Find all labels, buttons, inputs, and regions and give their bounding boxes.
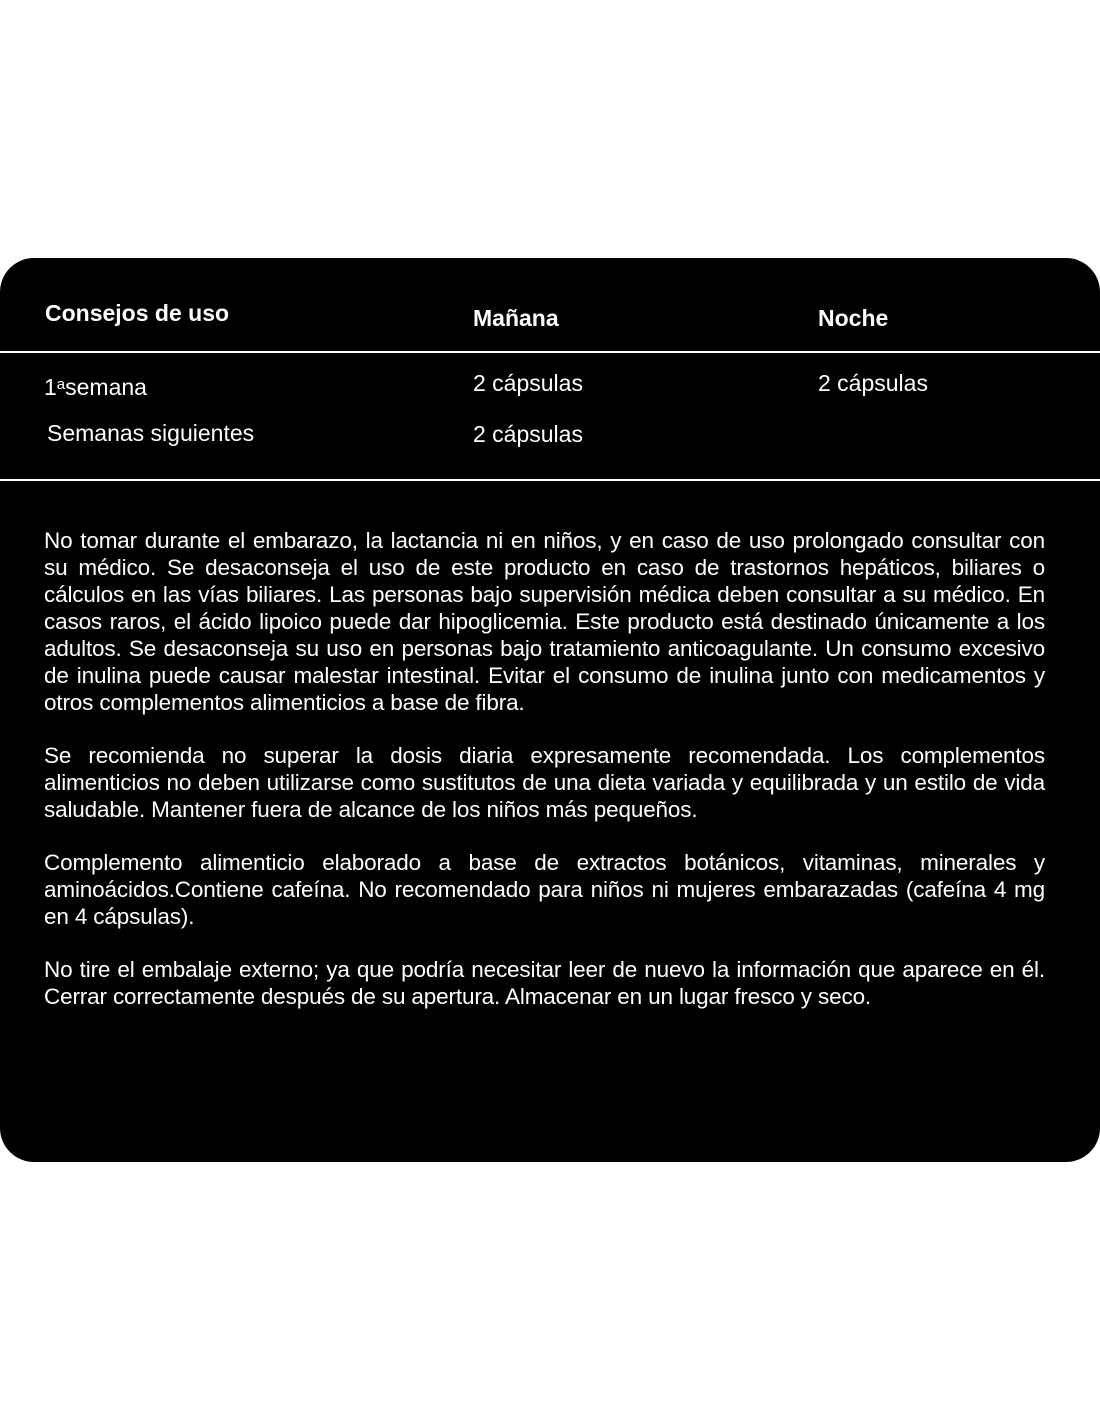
- paragraph-storage: No tire el embalaje externo; ya que podría necesitar leer de nuevo la información que aparece en él. Cerrar correctamente después de su apertura. Almacenar en un lugar fresco y seco.: [44, 957, 1045, 1009]
- paragraph-dosage: Se recomienda no superar la dosis diaria expresamente recomendada. Los complementos alimenticios no deben utilizarse como sustitutos de una dieta variada y equilibrada y un estilo de vida saludable. Mantener fuera de alcance de los niños más pequeños.: [44, 743, 1045, 822]
- header-divider: [0, 351, 1100, 353]
- row-following-weeks-morning: 2 cápsulas: [473, 421, 583, 447]
- paragraph-composition: Complemento alimenticio elaborado a base de extractos botánicos, vitaminas, minerales y aminoácidos.Contiene cafeína. No recomendado para niños ni mujeres embarazadas (cafeína 4 mg en 4 cápsulas).: [44, 850, 1045, 929]
- header-usage-tips: Consejos de uso: [45, 300, 230, 326]
- table-bottom-divider: [0, 479, 1100, 481]
- row-following-weeks-label: Semanas siguientes: [47, 420, 255, 446]
- row-first-week-label: 1$^a$semana: [44, 374, 147, 400]
- paragraph-warnings: No tomar durante el embarazo, la lactancia ni en niños, y en caso de uso prolongado consultar con su médico. Se desaconseja el uso de este producto en caso de trastornos hepáticos, biliares o cálculos en las vías biliares. Las personas bajo supervisión médica deben consultar a su médico. En casos raros, el ácido lipoico puede dar hipoglicemia. Este producto está destinado únicamente a los adultos. Se desaconseja su uso en personas bajo tratamiento anticoagulante. Un consumo excesivo de inulina puede causar malestar intestinal. Evitar el consumo de inulina junto con medicamentos y otros complementos alimenticios a base de fibra.: [44, 528, 1045, 715]
- usage-info-panel: [0, 258, 1100, 1162]
- row-first-week-night: 2 cápsulas: [818, 370, 928, 396]
- header-morning: Mañana: [473, 305, 559, 331]
- warnings-text: [44, 527, 1045, 1036]
- header-night: Noche: [818, 305, 889, 331]
- row-first-week-morning: 2 cápsulas: [473, 370, 583, 396]
